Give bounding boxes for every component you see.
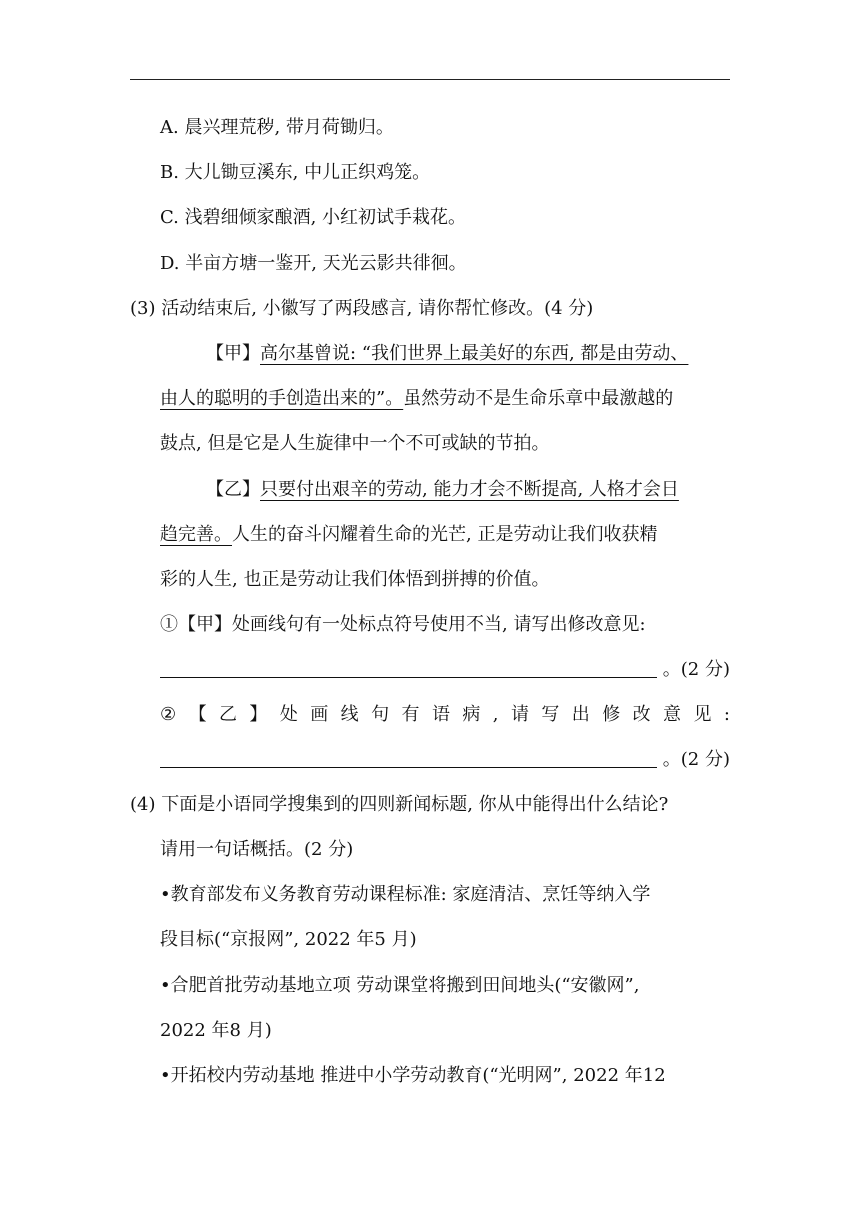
- passage-yi-underline-2: 趋完善。: [160, 524, 232, 545]
- news-item-1-line-1: •教育部发布义务教育劳动课程标准: 家庭清洁、烹饪等纳入学: [160, 884, 651, 905]
- passage-jia-line-3: 鼓点, 但是它是人生旋律中一个不可或缺的节拍。: [160, 433, 550, 454]
- subquestion-1-points: 。(2 分): [662, 659, 730, 680]
- subquestion-2-char: 语: [431, 704, 450, 725]
- passage-jia-rest: 虽然劳动不是生命乐章中最激越的: [403, 388, 674, 409]
- passage-jia-underline-1: 高尔基曾说: “我们世界上最美好的东西, 都是由劳动、: [260, 343, 689, 364]
- subquestion-2-char: 请: [510, 704, 529, 725]
- subquestion-2-char: 写: [541, 704, 560, 725]
- subquestion-2-char: 画: [310, 704, 329, 725]
- news-item-3-line-1: •开拓校内劳动基地 推进中小学劳动教育(“光明网”, 2022 年12: [160, 1065, 666, 1086]
- subquestion-2-char: 有: [401, 704, 420, 725]
- subquestion-2-prompt: [160, 703, 730, 727]
- passage-jia-line-1: [206, 342, 688, 366]
- subquestion-2-char: 改: [632, 704, 651, 725]
- subquestion-2-char: 【: [188, 704, 207, 725]
- subquestion-2-char: 处: [279, 704, 298, 725]
- subquestion-2-char: 】: [249, 704, 268, 725]
- subquestion-2-char: 意: [663, 704, 682, 725]
- question-4-stem-2: 请用一句话概括。(2 分): [160, 839, 354, 860]
- subquestion-2-char: 见: [693, 704, 712, 725]
- option-b: B. 大儿锄豆溪东, 中儿正织鸡笼。: [160, 162, 431, 183]
- passage-yi-line-1: [206, 478, 679, 502]
- passage-jia-tag: 【甲】: [206, 343, 260, 364]
- subquestion-2-char: 病: [462, 704, 481, 725]
- question-3-stem: (3) 活动结束后, 小徽写了两段感言, 请你帮忙修改。(4 分): [130, 298, 594, 319]
- subquestion-1-prompt: ①【甲】处画线句有一处标点符号使用不当, 请写出修改意见:: [160, 614, 646, 635]
- option-a: A. 晨兴理荒秽, 带月荷锄归。: [160, 117, 394, 138]
- subquestion-1-answer-row: [160, 658, 730, 682]
- question-4-stem-1: (4) 下面是小语同学搜集到的四则新闻标题, 你从中能得出什么结论?: [130, 794, 669, 815]
- passage-jia-underline-2: 由人的聪明的手创造出来的”。: [160, 388, 404, 409]
- subquestion-2-char: 乙: [218, 704, 237, 725]
- option-d: D. 半亩方塘一鉴开, 天光云影共徘徊。: [160, 253, 467, 274]
- news-item-1-line-2: 段目标(“京报网”, 2022 年5 月): [160, 929, 417, 950]
- news-item-2-line-1: •合肥首批劳动基地立项 劳动课堂将搬到田间地头(“安徽网”,: [160, 975, 640, 996]
- passage-yi-line-3: 彩的人生, 也正是劳动让我们体悟到拼搏的价值。: [160, 569, 550, 590]
- subquestion-2-char: 修: [602, 704, 621, 725]
- header-rule: [130, 79, 730, 80]
- subquestion-2-char: ②: [160, 704, 177, 725]
- news-item-2-line-2: 2022 年8 月): [160, 1020, 272, 1041]
- passage-yi-underline-1: 只要付出艰辛的劳动, 能力才会不断提高, 人格才会日: [260, 479, 679, 500]
- subquestion-2-char: 出: [571, 704, 590, 725]
- passage-yi-tag: 【乙】: [206, 479, 260, 500]
- answer-blank-1[interactable]: [160, 677, 657, 678]
- subquestion-2-points: 。(2 分): [662, 749, 730, 770]
- answer-blank-2[interactable]: [160, 767, 657, 768]
- subquestion-2-char: :: [723, 704, 730, 725]
- passage-jia-line-2: [160, 387, 673, 411]
- subquestion-2-char: 句: [371, 704, 390, 725]
- option-c: C. 浅碧细倾家酿酒, 小红初试手栽花。: [160, 207, 467, 228]
- subquestion-2-answer-row: [160, 748, 730, 772]
- subquestion-2-char: ,: [492, 704, 499, 725]
- passage-yi-line-2: [160, 523, 657, 547]
- passage-yi-rest: 人生的奋斗闪耀着生命的光芒, 正是劳动让我们收获精: [232, 524, 658, 545]
- subquestion-2-char: 线: [340, 704, 359, 725]
